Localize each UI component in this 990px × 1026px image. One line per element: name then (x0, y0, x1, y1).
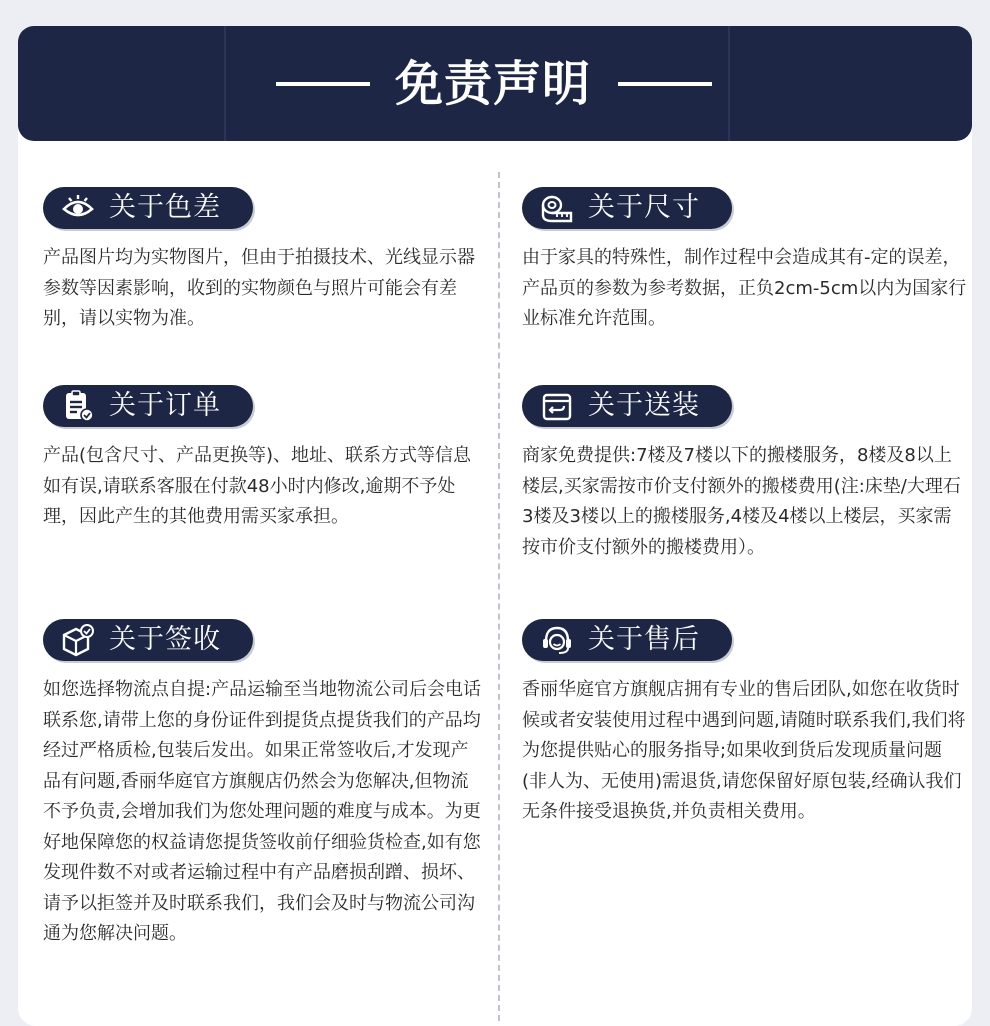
section-title-pill (522, 619, 732, 661)
section-title: 关于售后 (588, 624, 700, 655)
section-after-sales (522, 619, 967, 828)
section-title: 关于订单 (109, 390, 221, 421)
section-title: 关于色差 (109, 192, 221, 223)
section-title-pill (522, 385, 732, 427)
section-title: 关于尺寸 (588, 192, 700, 223)
section-body: 商家免费提供:7楼及7楼以下的搬楼服务，8楼及8以上楼层,买家需按市价支付额外的搬楼费用(注:床垫/大理石3楼及3楼以上的搬楼服务,4楼及4楼以上楼层，买家需按市价支付额外的搬楼费用）。 (522, 445, 961, 558)
page-title: 免责声明 (394, 56, 591, 112)
order-clipboard-icon (61, 389, 95, 423)
section-body: 如您选择物流点自提:产品运输至当地物流公司后会电话联系您,请带上您的身份证件到提货点提货我们的产品均经过严格质检,包装后发出。如果正常签收后,才发现产品有问题,香丽华庭官方旗舰店仍然会为您解决,但物流不予负责,会增加我们为您处理问题的难度与成本。为更好地保障您的权益请您提货签收前仔细验货检查,如有您发现件数不对或者运输过程中有产品磨损刮蹭、损坏、请予以拒签并及时联系我们，我们会及时与物流公司沟通为您解决问题。 (43, 679, 482, 944)
section-body: 香丽华庭官方旗舰店拥有专业的售后团队,如您在收货时候或者安装使用过程中遇到问题,请随时联系我们,我们将为您提供贴心的服务指导;如果收到货后发现质量问题(非人为、无使用)需退货,请您保留好原包装,经确认我们无条件接受退换货,并负责相关费用。 (522, 679, 966, 822)
section-delivery (522, 385, 967, 563)
section-title-pill (43, 385, 253, 427)
package-check-icon (61, 623, 95, 657)
tape-measure-icon (540, 191, 574, 225)
delivery-box-icon (540, 389, 574, 423)
section-body: 产品图片均为实物图片，但由于拍摄技术、光线显示器参数等因素影响，收到的实物颜色与照片可能会有差别，请以实物为准。 (43, 247, 475, 329)
section-order (43, 385, 483, 533)
section-title-pill (43, 619, 253, 661)
section-title: 关于签收 (109, 624, 221, 655)
section-body: 产品(包含尺寸、产品更换等)、地址、联系方式等信息如有误,请联系客服在付款48小时内修改,逾期不予处理，因此产生的其他费用需买家承担。 (43, 445, 472, 527)
section-title: 关于送装 (588, 390, 700, 421)
section-body: 由于家具的特殊性，制作过程中会造成其有-定的误差，产品页的参数为参考数据，正负2cm-5cm以内为国家行业标准允许范围。 (522, 247, 967, 329)
section-signing (43, 619, 483, 950)
column-divider (498, 172, 500, 1021)
customer-service-icon (540, 623, 574, 657)
title-dash-left (276, 82, 370, 86)
section-title-pill (43, 187, 253, 229)
banner-divider-left (224, 26, 226, 141)
banner-divider-right (728, 26, 730, 141)
section-title-pill (522, 187, 732, 229)
eye-icon (61, 191, 95, 225)
section-size (522, 187, 967, 335)
title-dash-right (618, 82, 712, 86)
section-color-difference (43, 187, 483, 335)
header-banner (18, 26, 972, 141)
